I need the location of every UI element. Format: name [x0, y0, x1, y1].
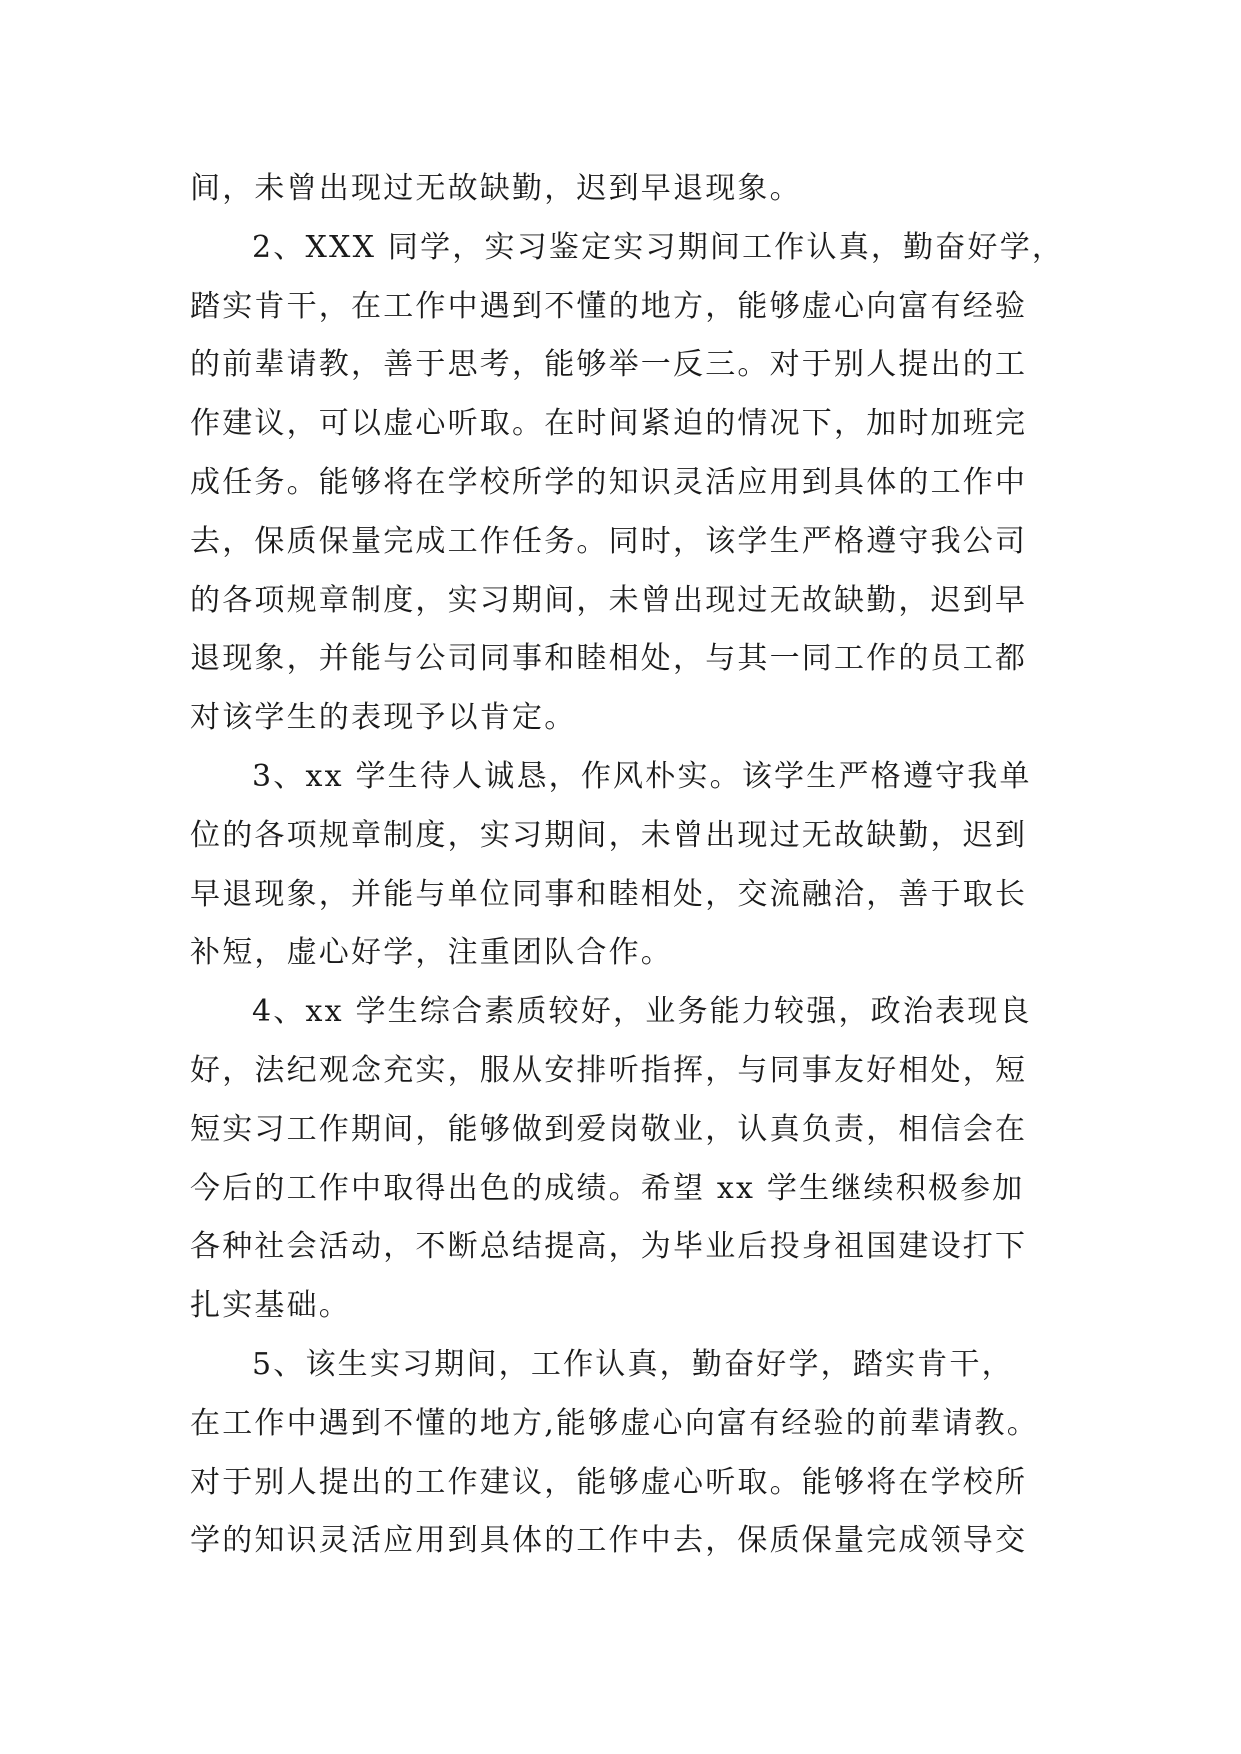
- body-text: [190, 160, 1070, 1571]
- text-line: 各种社会活动，不断总结提高，为毕业后投身祖国建设打下: [190, 1229, 1028, 1265]
- text-line: 扎实基础。: [190, 1288, 351, 1324]
- text-line: 作建议，可以虚心听取。在时间紧迫的情况下，加时加班完: [190, 406, 1028, 442]
- text-line: 踏实肯干，在工作中遇到不懂的地方，能够虚心向富有经验: [190, 288, 1028, 324]
- text-line: 补短，虚心好学，注重团队合作。: [190, 935, 673, 971]
- text-line: 的前辈请教，善于思考，能够举一反三。对于别人提出的工: [190, 347, 1028, 383]
- text-line: 3、xx 学生待人诚恳，作风朴实。该学生严格遵守我单: [252, 758, 1032, 794]
- text-line: 对于别人提出的工作建议，能够虚心听取。能够将在学校所: [190, 1464, 1028, 1500]
- text-line: 成任务。能够将在学校所学的知识灵活应用到具体的工作中: [190, 464, 1028, 500]
- text-line: 好，法纪观念充实，服从安排听指挥，与同事友好相处，短: [190, 1052, 1028, 1088]
- text-line: 短实习工作期间，能够做到爱岗敬业，认真负责，相信会在: [190, 1111, 1028, 1147]
- text-line: 间，未曾出现过无故缺勤，迟到早退现象。: [190, 171, 802, 206]
- text-line: 对该学生的表现予以肯定。: [190, 700, 577, 736]
- text-line: 退现象，并能与公司同事和睦相处，与其一同工作的员工都: [190, 641, 1028, 677]
- text-line: 去，保质保量完成工作任务。同时，该学生严格遵守我公司: [190, 523, 1028, 559]
- text-line: 5、该生实习期间，工作认真，勤奋好学，踏实肯干，: [252, 1346, 1014, 1382]
- text-line: 早退现象，并能与单位同事和睦相处，交流融洽，善于取长: [190, 876, 1028, 912]
- text-line: 2、XXX 同学，实习鉴定实习期间工作认真，勤奋好学，: [252, 229, 1065, 265]
- text-line: 学的知识灵活应用到具体的工作中去，保质保量完成领导交: [190, 1523, 1028, 1559]
- text-line: 的各项规章制度，实习期间，未曾出现过无故缺勤，迟到早: [190, 582, 1028, 618]
- text-line: 位的各项规章制度，实习期间，未曾出现过无故缺勤，迟到: [190, 817, 1028, 853]
- text-line: 4、xx 学生综合素质较好，业务能力较强，政治表现良: [252, 994, 1032, 1030]
- text-line: 在工作中遇到不懂的地方,能够虚心向富有经验的前辈请教。: [190, 1405, 1039, 1441]
- text-line: 今后的工作中取得出色的成绩。希望 xx 学生继续积极参加: [190, 1170, 1025, 1206]
